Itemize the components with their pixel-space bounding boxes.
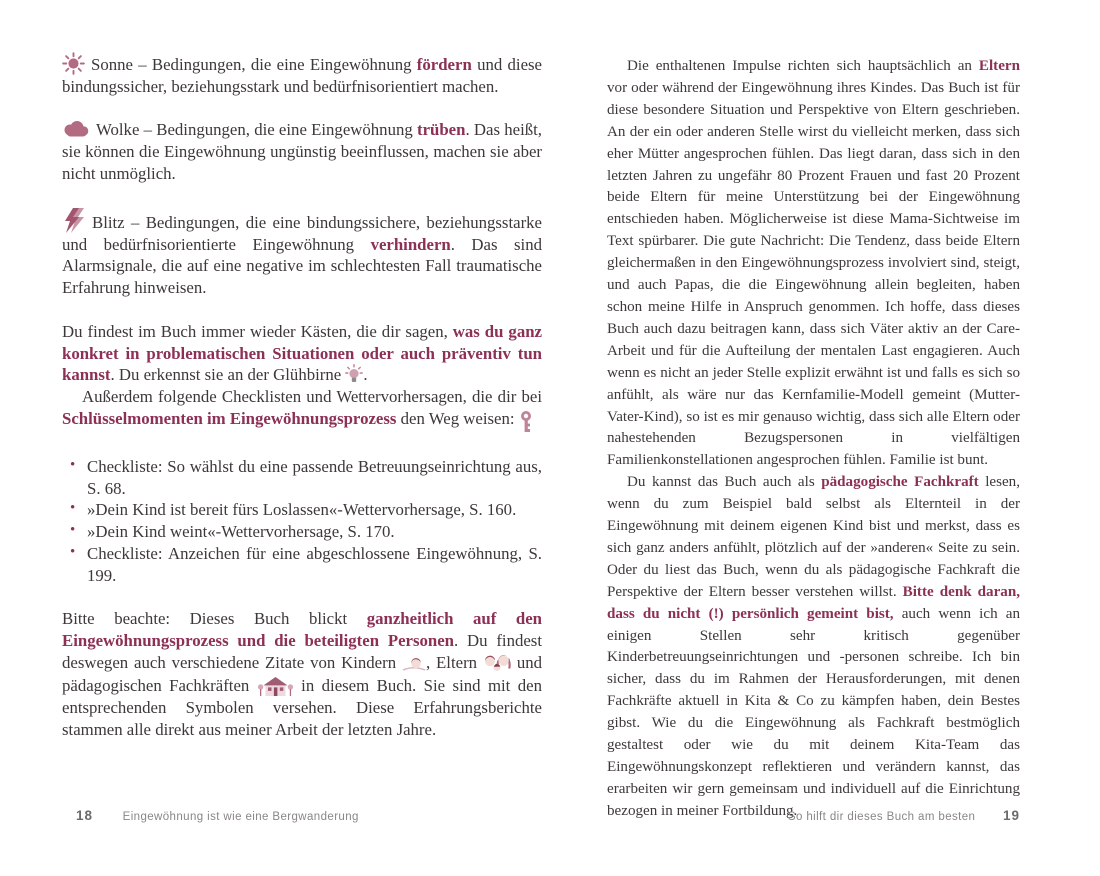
page-number: 19 bbox=[1002, 808, 1020, 823]
page-18-footer bbox=[62, 808, 542, 823]
paragraph: Außerdem folgende Checklisten und Wettervorhersagen, die dir bei Schlüsselmomenten im Eingewöhnungsprozess den Weg weisen: bbox=[62, 386, 542, 434]
running-head: So hilft dir dieses Buch am besten bbox=[787, 811, 976, 823]
book-page-left bbox=[62, 0, 542, 876]
paragraph: Wolke – Bedingungen, die eine Eingewöhnung trüben. Das heißt, sie können die Eingewöhnung ungünstig beeinflussen, machen sie aber nicht unmöglich. bbox=[62, 120, 542, 183]
page-19-footer bbox=[607, 808, 1020, 823]
paragraph: Sonne – Bedingungen, die eine Eingewöhnung fördern und diese bindungssicher, beziehungsstark und bedürfnisorientiert machen. bbox=[62, 52, 542, 98]
sun-icon bbox=[62, 52, 85, 75]
paragraph: Die enthaltenen Impulse richten sich hauptsächlich an Eltern vor oder während der Eingewöhnung ihres Kindes. Das Buch ist für diese besondere Situation und Perspektive von Eltern geschrieben. An der ein oder anderen Stelle wirst du vielleicht merken, dass sich eher Mütter angesprochen fühlen. Das liegt daran, dass sich in den letzten Jahren zu ungefähr 80 Prozent Frauen und fast 20 Prozent beide Eltern für meine Unterstützung bei der Eingewöhnung entschieden haben. Möglicherweise ist diese Mama-Sichtweise im Text spürbarer. Die gute Nachricht: Die Tendenz, dass beide Eltern gleichermaßen in den Eingewöhnungsprozess involviert sind, steigt, und auch Papas, die die Eingewöhnung allein begleiten, haben schon meine Hilfe in Anspruch genommen. Ich hoffe, dass dieses Buch auch dazu beitragen kann, dass sich Väter aktiv an der Care-Arbeit und für die Aufteilung der mentalen Last engagieren. Auch wenn es nicht an jeder Stelle explizit erwähnt ist und falls es sich so anfühlt, als wäre nur das Kernfamilie-Modell gemeint (Mutter-Vater-Kind), so ist es mir genauso wichtig, dass sich alle Eltern oder nahestehenden Bezugspersonen in vielfältigen Familienkonstellationen angesprochen fühlen. Familie ist bunt. bbox=[607, 58, 1020, 469]
key-icon bbox=[519, 411, 534, 434]
kita-building-icon bbox=[257, 674, 294, 697]
list-item: • Checkliste: Anzeichen für eine abgeschlossene Eingewöhnung, S. 199. bbox=[62, 543, 542, 587]
list-item: • »Dein Kind ist bereit fürs Loslassen«-Wettervorhersage, S. 160. bbox=[62, 499, 542, 521]
lightbulb-icon bbox=[345, 364, 363, 384]
paragraph: Du findest im Buch immer wieder Kästen, die dir sagen, was du ganz konkret in problematischen Situationen oder auch präventiv tun kannst. Du erkennst sie an der Glühbirne . bbox=[62, 321, 542, 385]
list-item: • »Dein Kind weint«-Wettervorhersage, S. 170. bbox=[62, 521, 542, 543]
cloud-icon bbox=[62, 120, 90, 137]
page-19-text-column bbox=[607, 56, 1020, 823]
child-icon bbox=[402, 656, 426, 672]
paragraph: Blitz – Bedingungen, die eine bindungssichere, beziehungsstarke und bedürfnisorientierte Eingewöhnung verhindern. Das sind Alarmsignale, die auf eine negative im schlechtesten Fall traumatische Erfahrung hinweisen. bbox=[62, 207, 542, 299]
lightning-icon bbox=[62, 207, 84, 234]
paragraph: Du kannst das Buch auch als pädagogische Fachkraft lesen, wenn du zum Beispiel bald selbst als Elternteil in der Eingewöhnung mit deinem eigenen Kind bist und merkst, dass es sich ganz anders anfühlt, plötzlich auf der »anderen« Seite zu sein. Oder du liest das Buch, wenn du als pädagogische Fachkraft die Perspektive der Eltern besser verstehen willst. Bitte denk daran, dass du nicht (!) persönlich gemeint bist, auch wenn ich an einigen Stellen sehr kritisch gegenüber Kinderbetreuungseinrichtungen und -personen schreibe. Ich bin sicher, dass du im Rahmen der Herausforderungen, mit denen Fachkräfte aktuell in Kita & Co zu kämpfen haben, dein Bestes gibst. Wie du die Eingewöhnung als Fachkraft bestmöglich gestaltest oder wie du mit deinem Kita-Team das Eingewöhnungskonzept reflektieren und verändern kannst, das erarbeiten wir gern gemeinsam und individuell auf die Einrichtung bezogen in meiner Fortbildung. bbox=[607, 474, 1020, 819]
running-head: Eingewöhnung ist wie eine Bergwanderung bbox=[122, 811, 359, 823]
paragraph: Bitte beachte: Dieses Buch blickt ganzheitlich auf den Eingewöhnungsprozess und die beteiligten Personen. Du findest deswegen auch verschiedene Zitate von Kindern , Eltern und pädagogischen Fachkräften in diesem Buch. Sie sind mit den entsprechenden Symbolen versehen. Diese Erfahrungsberichte stammen alle direkt aus meiner Arbeit der letzten Jahre. bbox=[62, 609, 542, 739]
page-number: 18 bbox=[76, 808, 94, 823]
family-parents-icon bbox=[483, 654, 511, 673]
page-18-text-column bbox=[62, 52, 542, 740]
list-item: • Checkliste: So wählst du eine passende Betreuungseinrichtung aus, S. 68. bbox=[62, 456, 542, 500]
book-page-right bbox=[607, 0, 1020, 876]
